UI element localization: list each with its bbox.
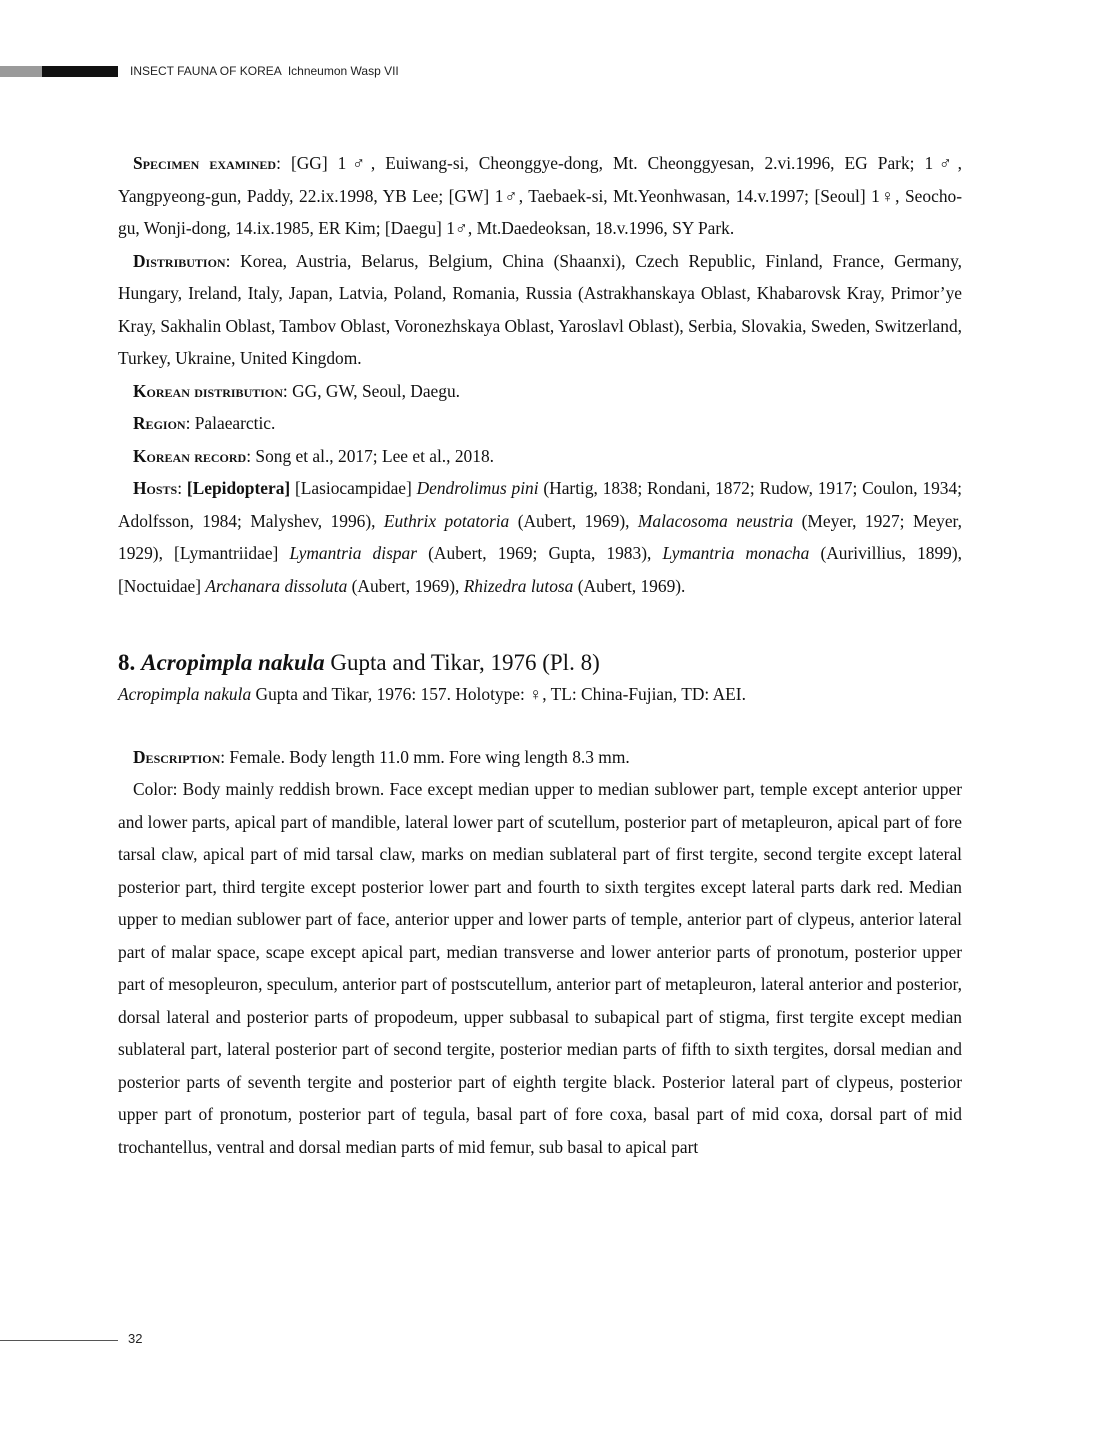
- region-text: : Palaearctic.: [185, 413, 276, 433]
- synonym-paragraph: [118, 678, 962, 711]
- host-species-2: Euthrix potatoria: [383, 510, 510, 531]
- species-author: Gupta and Tikar, 1976 (Pl. 8): [324, 650, 600, 675]
- header-volume: Ichneumon Wasp VII: [287, 64, 399, 78]
- species-heading: [118, 648, 962, 678]
- korean-distribution-text: : GG, GW, Seoul, Daegu.: [282, 380, 461, 401]
- hosts-text-2: (Hartig, 1838; Rondani, 1872; Rudow, 1917; Coulon, 1934; Adolfsson, 1984; Malyshev, 1996),: [118, 478, 963, 531]
- korean-record-paragraph: [118, 440, 962, 473]
- header-bar-black: [42, 66, 118, 77]
- hosts-order: [Lepidoptera]: [186, 478, 291, 498]
- hosts-text-3: (Aubert, 1969),: [509, 510, 638, 531]
- host-species-1: Dendrolimus pini: [416, 478, 539, 498]
- hosts-label: Hosts: [133, 478, 178, 498]
- description-paragraph: [118, 741, 962, 774]
- host-species-5: Lymantria monacha: [662, 543, 810, 563]
- page-content: [118, 147, 962, 1163]
- specimen-paragraph: [118, 147, 962, 245]
- region-paragraph: [118, 407, 962, 440]
- host-species-3: Malacosoma neustria: [637, 510, 794, 531]
- header-series: INSECT FAUNA OF KOREA: [130, 64, 282, 78]
- footer-rule: [0, 1340, 118, 1341]
- region-label: Region: [133, 413, 186, 433]
- hosts-text-8: (Aubert, 1969).: [573, 575, 686, 596]
- synonym-text: Gupta and Tikar, 1976: 157. Holotype: ♀, TL: China-Fujian, TD: AEI.: [251, 684, 746, 704]
- host-species-6: Archanara dissoluta: [205, 575, 348, 596]
- specimen-text: : [GG] 1♂, Euiwang-si, Cheonggye-dong, Mt. Cheonggyesan, 2.vi.1996, EG Park; 1♂, Yangpyeong-gun, Paddy, 22.ix.1998, YB Lee; [GW] 1♂, Taebaek-si, Mt.Yeonhwasan, 14.v.1997; [Seoul] 1♀, Seocho-gu, Wonji-dong, 14.ix.1985, ER Kim; [Daegu] 1♂, Mt.Daedeoksan, 18.v.1996, SY Park.: [118, 153, 963, 238]
- korean-distribution-paragraph: [118, 375, 962, 408]
- hosts-sep: :: [177, 478, 187, 498]
- hosts-paragraph: [118, 472, 962, 602]
- hosts-text-6: (Aurivillius, 1899), [Noctuidae]: [118, 543, 962, 596]
- hosts-text-4: (Meyer, 1927; Meyer, 1929), [Lymantriidae]: [118, 510, 962, 563]
- description-text: : Female. Body length 11.0 mm. Fore wing length 8.3 mm.: [220, 746, 630, 767]
- header-text: [130, 64, 399, 78]
- running-header: [0, 66, 1100, 78]
- host-species-7: Rhizedra lutosa: [463, 575, 574, 596]
- synonym-name: Acropimpla nakula: [118, 684, 252, 704]
- distribution-label: Distribution: [133, 250, 226, 271]
- hosts-text-1: [Lasiocampidae]: [290, 478, 417, 498]
- specimen-label: Specimen examined: [133, 153, 277, 173]
- color-paragraph: Color: Body mainly reddish brown. Face except median upper to median sublower part, temple except anterior upper and lower parts, apical part of mandible, lateral lower part of scutellum, posterior part of metapleuron, apical part of fore tarsal claw, apical part of mid tarsal claw, marks on median sublateral part of first tergite, second tergite except lateral posterior part, third tergite except posterior lower part and fourth to sixth tergites except lateral parts dark red. Median upper to median sublower part of face, anterior upper and lower parts of temple, anterior part of clypeus, anterior lateral part of malar space, scape except apical part, median transverse and lower anterior parts of pronotum, posterior upper part of mesopleuron, speculum, anterior part of postscutellum, anterior part of metapleuron, lateral anterior and posterior, dorsal lateral and posterior parts of propodeum, upper subbasal to subapical part of stigma, first tergite except median sublateral part, lateral posterior part of second tergite, posterior median parts of fifth to sixth tergites, dorsal median and posterior parts of seventh tergite and posterior part of eighth tergite black. Posterior lateral part of clypeus, posterior upper part of pronotum, posterior part of tegula, basal part of fore coxa, basal part of mid coxa, dorsal part of mid trochantellus, ventral and dorsal median parts of mid femur, sub basal to apical part: [118, 779, 962, 1157]
- page-number: 32: [128, 1331, 143, 1346]
- distribution-text: : Korea, Austria, Belarus, Belgium, China (Shaanxi), Czech Republic, Finland, France, Germany, Hungary, Ireland, Italy, Japan, Latvia, Poland, Romania, Russia (Astrakhanskaya Oblast, Khabarovsk Kray, Primor’ye Kray, Sakhalin Oblast, Tambov Oblast, Voronezhskaya Oblast, Yaroslavl Oblast), Serbia, Slovakia, Sweden, Switzerland, Turkey, Ukraine, United Kingdom.: [118, 250, 962, 368]
- species-number: 8.: [118, 650, 136, 675]
- korean-distribution-label: Korean distribution: [133, 380, 283, 401]
- korean-record-label: Korean record: [133, 445, 247, 466]
- hosts-text-7: (Aubert, 1969),: [347, 575, 464, 596]
- species-name: Acropimpla nakula: [141, 650, 325, 675]
- description-label: Description: [133, 746, 221, 767]
- host-species-4: Lymantria dispar: [289, 543, 418, 563]
- distribution-paragraph: [118, 245, 962, 375]
- hosts-text-5: (Aubert, 1969; Gupta, 1983),: [417, 543, 663, 563]
- korean-record-text: : Song et al., 2017; Lee et al., 2018.: [246, 445, 494, 466]
- header-bar-gray: [0, 66, 42, 77]
